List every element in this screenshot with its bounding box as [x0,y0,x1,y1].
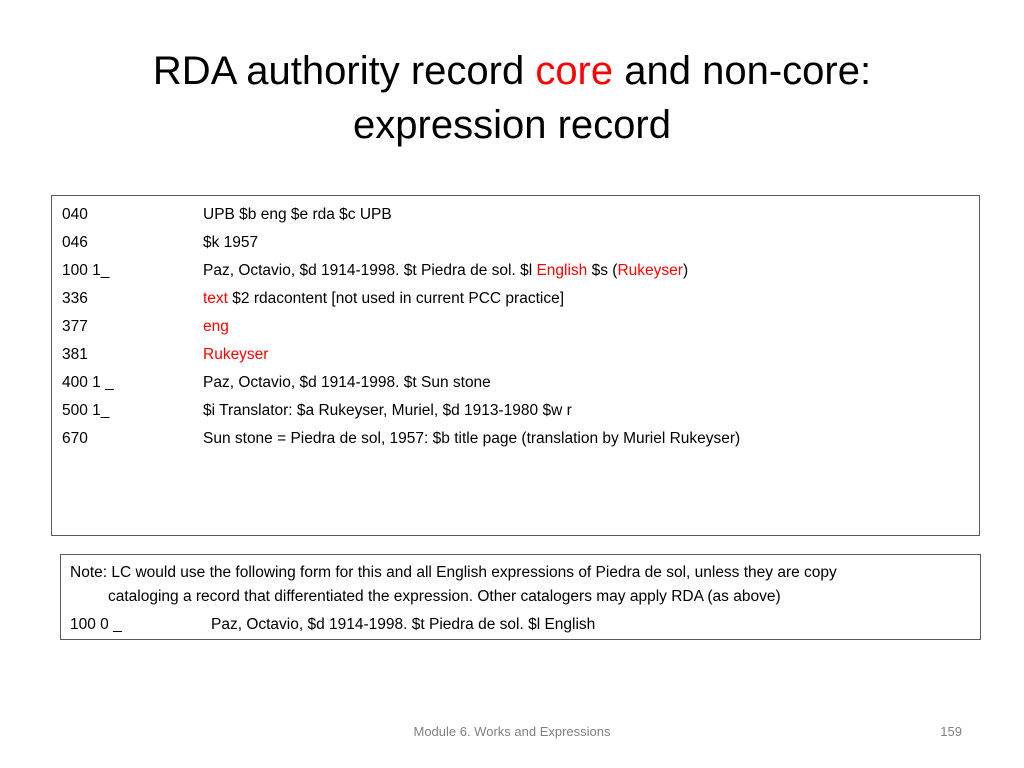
field-segment: Sun stone = Piedra de sol, 1957: $b title page (translation by Muriel Rukeyser) [203,430,741,447]
field-segment: $s ( [587,262,618,279]
footer-page-number: 159 [940,724,962,739]
highlighted-segment: Rukeyser [203,346,269,363]
marc-field-content [203,343,268,367]
field-segment: Paz, Octavio, $d 1914-1998. $t Piedra de sol. $l [203,262,537,279]
field-segment: $i Translator: $a Rukeyser, Muriel, $d 1913-1980 $w r [203,402,572,419]
marc-tag: 040 [62,206,88,223]
note-line-1: Note: LC would use the following form for this and all English expressions of Piedra de sol, unless they are copy [70,564,837,581]
highlighted-segment: English [536,262,588,279]
slide-title [60,44,964,152]
lc-note-box [60,554,981,640]
marc-tag: 500 1_ [62,402,110,419]
marc-field-content [203,427,740,451]
title-text-part2: and non-core: [613,49,872,93]
marc-field-content [203,259,688,283]
marc-field-content [203,231,258,255]
footer-module-label: Module 6. Works and Expressions [413,724,611,739]
marc-field-content [203,287,564,311]
marc-tag: 100 1_ [62,262,110,279]
note-field-content: Paz, Octavio, $d 1914-1998. $t Piedra de sol. $l English [211,616,596,633]
field-segment: $2 rdacontent [not used in current PCC practice] [227,290,564,307]
marc-field-content [203,371,491,395]
highlighted-segment: Rukeyser [617,262,683,279]
field-segment: ) [682,262,689,279]
marc-tag: 336 [62,290,88,307]
field-segment: UPB $b eng $e rda $c UPB [203,206,392,223]
marc-tag: 670 [62,430,88,447]
marc-tag: 400 1 _ [62,374,114,391]
title-line-1 [60,44,964,98]
title-line-2: expression record [353,103,671,147]
note-field-tag: 100 0 _ [70,616,122,633]
marc-tag: 381 [62,346,88,363]
title-text-part1: RDA authority record [152,49,536,93]
note-field-row [70,613,596,637]
note-line-2: cataloging a record that differentiated the expression. Other catalogers may apply RDA (as above) [108,588,781,605]
field-segment: Paz, Octavio, $d 1914-1998. $t Sun stone [203,374,491,391]
highlighted-segment: eng [203,318,229,335]
field-segment: $k 1957 [203,234,259,251]
marc-tag: 046 [62,234,88,251]
marc-field-content [203,399,572,423]
authority-record-box [51,195,980,536]
marc-field-content [203,203,392,227]
marc-field-content [203,315,229,339]
highlighted-segment: text [203,290,228,307]
title-highlight-core: core [535,49,614,93]
marc-tag: 377 [62,318,88,335]
